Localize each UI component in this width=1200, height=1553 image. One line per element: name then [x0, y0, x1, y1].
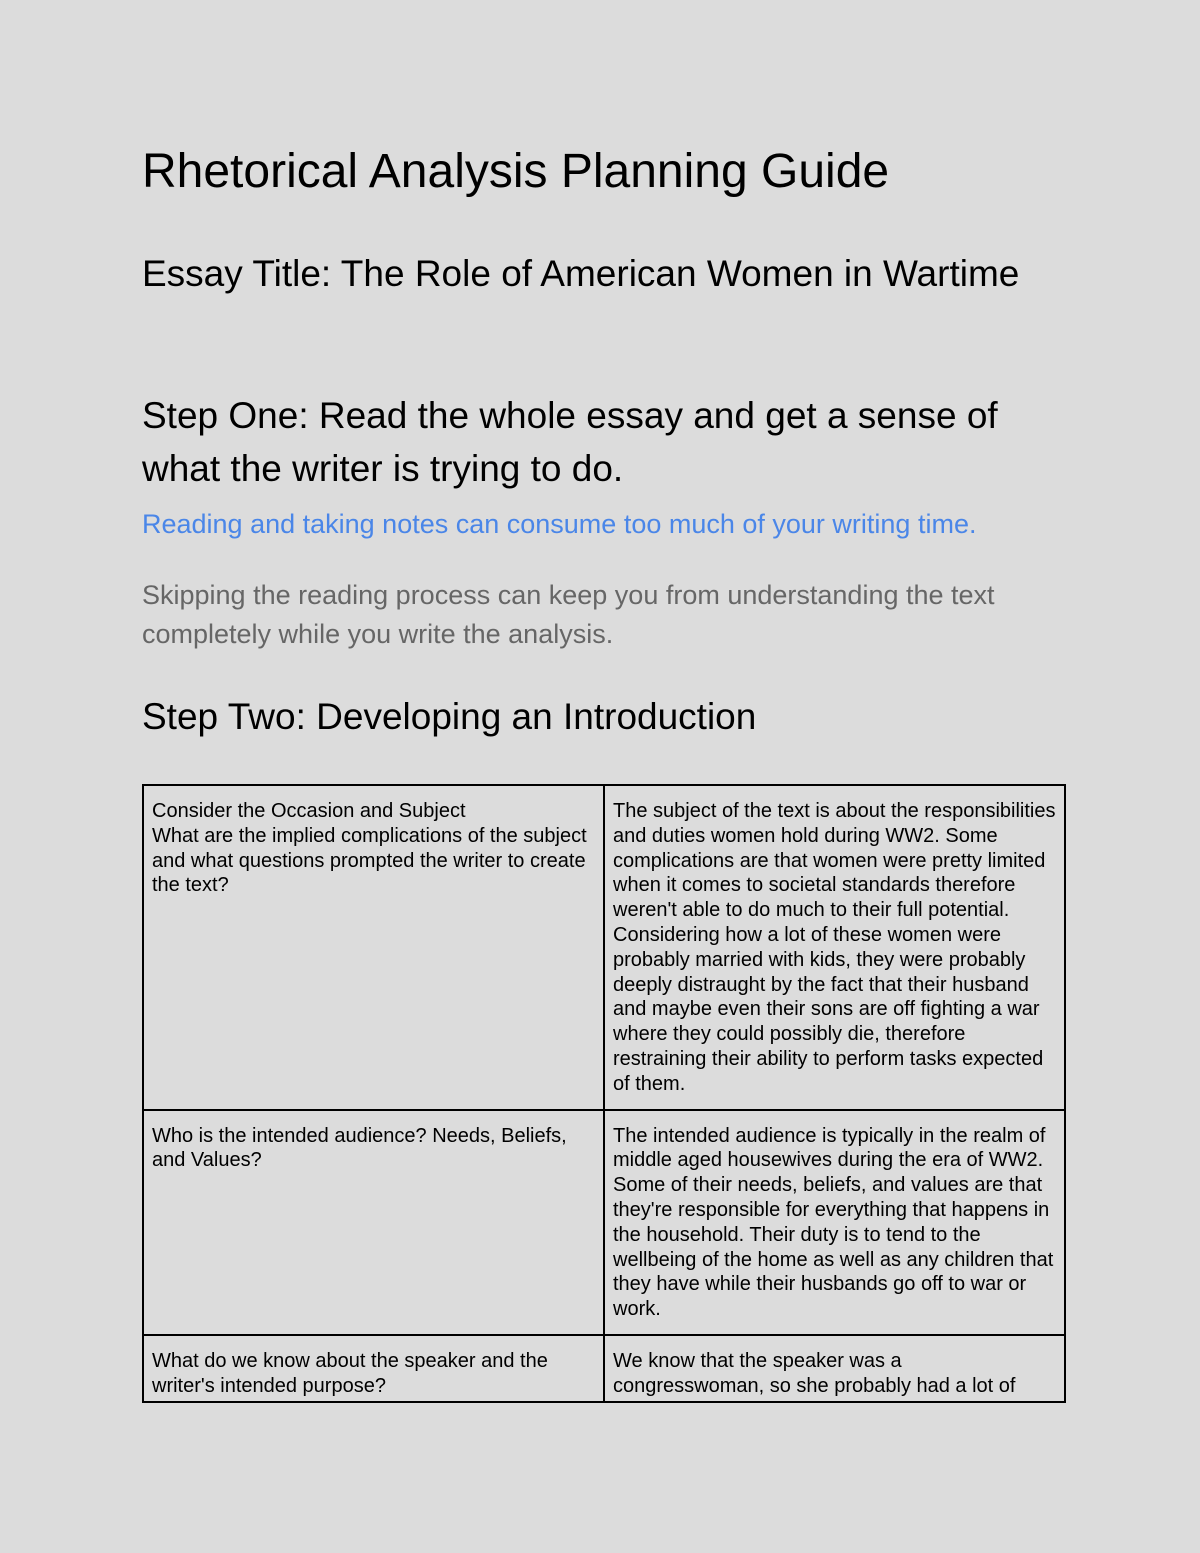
prompt-heading: Consider the Occasion and Subject — [152, 800, 466, 822]
response-text: The subject of the text is about the responsibilities and duties women hold during WW2. Some complications are that women were pretty limited when it comes to societal standards therefore weren't able to do much to their full potential. Considering how a lot of these women were probably married with kids, they were probably deeply distraught by the fact that their husband and maybe even their sons are off fighting a war where they could possibly die, therefore restraining their ability to perform tasks expected of them. — [613, 800, 1056, 1095]
response-text: The intended audience is typically in the realm of middle aged housewives during the era of WW2. Some of their needs, beliefs, and values are that they're responsible for everything that happens in the household. Their duty is to tend to the wellbeing of the home as well as any children that they have while their husbands go off to war or work. — [613, 1124, 1054, 1321]
skipping-reading-note: Skipping the reading process can keep you from understanding the text completely while you write the analysis. — [142, 580, 995, 649]
prompt-text: Who is the intended audience? Needs, Beliefs, and Values? — [152, 1124, 567, 1172]
prompt-cell — [143, 1110, 604, 1335]
table-row — [143, 785, 1065, 1110]
response-cell — [604, 785, 1065, 1110]
reading-time-note: Reading and taking notes can consume too much of your writing time. — [142, 509, 977, 539]
step-two-heading: Step Two: Developing an Introduction — [142, 696, 757, 737]
prompt-cell — [143, 1335, 604, 1402]
essay-title: Essay Title: The Role of American Women in Wartime — [142, 253, 1020, 294]
document-title: Rhetorical Analysis Planning Guide — [142, 145, 890, 198]
prompt-text: What do we know about the speaker and the writer's intended purpose? — [152, 1349, 548, 1397]
introduction-table — [142, 784, 1066, 1403]
response-cell — [604, 1110, 1065, 1335]
response-cell — [604, 1335, 1065, 1402]
prompt-text: What are the implied complications of the subject and what questions prompted the writer to create the text? — [152, 824, 587, 897]
response-text: We know that the speaker was a congresswoman, so she probably had a lot of — [613, 1349, 1016, 1397]
table-row — [143, 1335, 1065, 1402]
table-row — [143, 1110, 1065, 1335]
prompt-cell — [143, 785, 604, 1110]
step-one-heading: Step One: Read the whole essay and get a sense of what the writer is trying to do. — [142, 395, 998, 489]
